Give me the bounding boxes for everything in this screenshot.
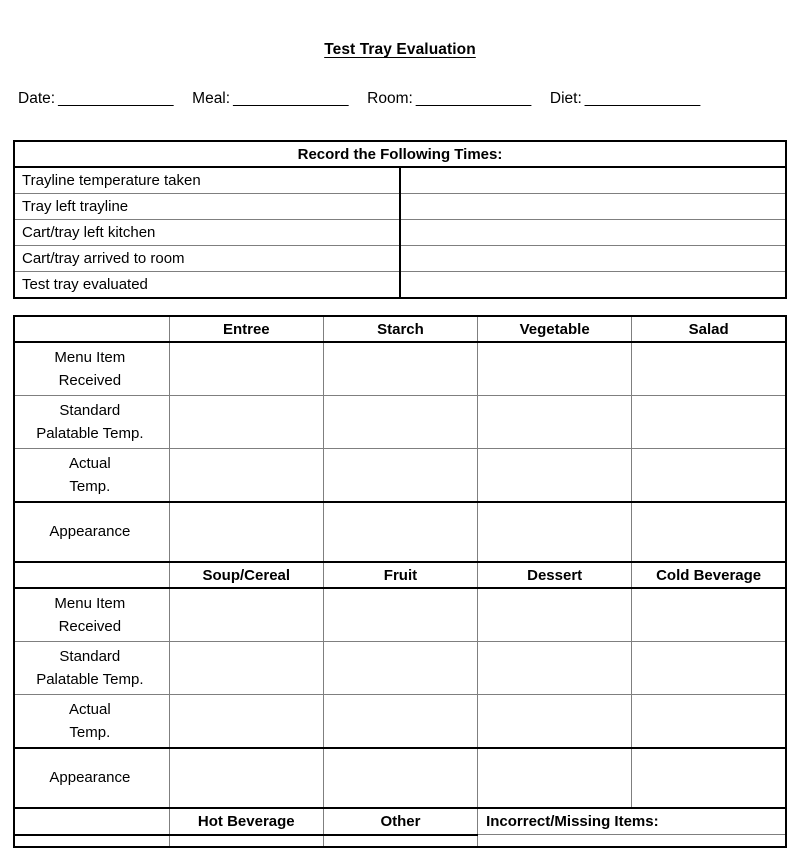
times-row-value-trayline-temperature-taken[interactable] [400,167,786,194]
table-row [14,167,786,194]
eval-column-header-other: Other [323,808,477,835]
eval-cell-actual-temp-entree[interactable] [169,449,323,503]
times-row-value-cart-tray-left-kitchen[interactable] [400,220,786,246]
eval-section-1-corner [14,316,169,342]
eval-row-label-appearance: Appearance [14,502,169,562]
table-row [14,835,786,847]
times-table-header: Record the Following Times: [14,141,786,167]
row-label-line-1: Actual [68,454,111,472]
eval-column-header-hot-beverage: Hot Beverage [169,808,323,835]
eval-cell-appearance-entree[interactable] [169,502,323,562]
eval-column-header-starch: Starch [323,316,477,342]
row-label-line-1: Standard [59,401,121,419]
field-meal[interactable] [192,90,348,108]
eval-cell-menu-item-salad[interactable] [632,342,786,396]
eval-cell-menu-item-soup-cereal[interactable] [169,588,323,642]
eval-section-2-corner [14,562,169,588]
eval-cell-appearance-dessert[interactable] [478,748,632,808]
eval-cell-actual-temp-cold-beverage[interactable] [632,695,786,749]
table-row [14,246,786,272]
field-meal-label: Meal: [192,90,231,107]
table-row [14,396,786,449]
eval-cell-menu-item-dessert[interactable] [478,588,632,642]
field-date[interactable] [18,90,173,108]
row-label-line-1: Standard [59,647,121,665]
field-diet-blank[interactable]: ______________ [584,90,700,107]
field-meal-blank[interactable]: ______________ [233,90,349,107]
times-row-label-tray-left-trayline: Tray left trayline [14,194,400,220]
eval-column-header-salad: Salad [632,316,786,342]
eval-cell-menu-item-vegetable[interactable] [478,342,632,396]
eval-cell-standard-temp-cold-beverage[interactable] [632,642,786,695]
row-label-line-2: Temp. [69,478,111,495]
table-row [14,449,786,503]
eval-cell-actual-temp-starch[interactable] [323,449,477,503]
table-row [14,748,786,808]
eval-cell-standard-temp-dessert[interactable] [478,642,632,695]
field-room-blank[interactable]: ______________ [415,90,531,107]
eval-cell-menu-item-entree[interactable] [169,342,323,396]
eval-cell-standard-temp-entree[interactable] [169,396,323,449]
eval-cell-appearance-vegetable[interactable] [478,502,632,562]
row-label-line-2: Palatable Temp. [36,671,144,688]
row-label-line-2: Received [58,372,122,389]
eval-column-header-entree: Entree [169,316,323,342]
times-row-label-trayline-temperature-taken: Trayline temperature taken [14,167,400,194]
eval-cell-appearance-salad[interactable] [632,502,786,562]
row-label-line-1: Menu Item [54,594,126,612]
table-row [14,342,786,396]
incorrect-missing-items-label: Incorrect/Missing Items: [478,808,786,835]
eval-column-header-fruit: Fruit [323,562,477,588]
eval-row-label-actual-temp-2 [14,695,169,749]
eval-section-3-corner [14,808,169,835]
eval-cell-standard-temp-starch[interactable] [323,396,477,449]
times-row-label-test-tray-evaluated: Test tray evaluated [14,272,400,299]
field-diet-label: Diet: [549,90,582,107]
eval-row-label-menu-item-received [14,342,169,396]
row-label-line-1: Actual [68,700,111,718]
eval-cell-actual-temp-salad[interactable] [632,449,786,503]
times-row-label-cart-tray-left-kitchen: Cart/tray left kitchen [14,220,400,246]
table-row [14,502,786,562]
field-room[interactable] [367,90,531,108]
field-room-label: Room: [367,90,413,107]
eval-section-2-header-row [14,562,786,588]
row-label-line-1: Menu Item [54,348,126,366]
row-label-line-2: Received [58,618,122,635]
page-title: Test Tray Evaluation [324,41,476,58]
eval-section-3-header-row [14,808,786,835]
eval-cell-section3-hot-beverage[interactable] [169,835,323,847]
times-table [13,140,787,299]
eval-column-header-cold-beverage: Cold Beverage [632,562,786,588]
eval-cell-appearance-starch[interactable] [323,502,477,562]
eval-row-label-actual-temp [14,449,169,503]
times-row-value-cart-tray-arrived-to-room[interactable] [400,246,786,272]
eval-cell-standard-temp-vegetable[interactable] [478,396,632,449]
field-date-blank[interactable]: ______________ [58,90,174,107]
eval-cell-menu-item-fruit[interactable] [323,588,477,642]
eval-cell-section3-other[interactable] [323,835,477,847]
table-row [14,588,786,642]
eval-cell-actual-temp-soup-cereal[interactable] [169,695,323,749]
eval-column-header-soup-cereal: Soup/Cereal [169,562,323,588]
field-diet[interactable] [550,90,700,108]
eval-cell-standard-temp-fruit[interactable] [323,642,477,695]
eval-cell-actual-temp-vegetable[interactable] [478,449,632,503]
eval-section-1-header-row [14,316,786,342]
times-row-value-test-tray-evaluated[interactable] [400,272,786,299]
times-table-header-row [14,141,786,167]
table-row [14,695,786,749]
table-row [14,194,786,220]
eval-cell-menu-item-starch[interactable] [323,342,477,396]
eval-cell-incorrect-missing-items[interactable] [478,835,786,847]
eval-cell-standard-temp-salad[interactable] [632,396,786,449]
eval-row-label-standard-palatable-temp-2 [14,642,169,695]
eval-row-label-standard-palatable-temp [14,396,169,449]
times-row-label-cart-tray-arrived-to-room: Cart/tray arrived to room [14,246,400,272]
table-row [14,220,786,246]
eval-cell-actual-temp-dessert[interactable] [478,695,632,749]
eval-cell-section3-label [14,835,169,847]
times-row-value-tray-left-trayline[interactable] [400,194,786,220]
row-label-line-2: Palatable Temp. [36,425,144,442]
eval-column-header-vegetable: Vegetable [478,316,632,342]
header-fields-row [18,90,786,108]
eval-row-label-appearance-2: Appearance [14,748,169,808]
eval-column-header-dessert: Dessert [478,562,632,588]
row-label-line-2: Temp. [69,724,111,741]
eval-cell-appearance-cold-beverage[interactable] [632,748,786,808]
eval-cell-standard-temp-soup-cereal[interactable] [169,642,323,695]
evaluation-table [13,315,787,848]
eval-cell-menu-item-cold-beverage[interactable] [632,588,786,642]
eval-row-label-menu-item-received-2 [14,588,169,642]
table-row [14,272,786,299]
eval-cell-appearance-fruit[interactable] [323,748,477,808]
eval-cell-actual-temp-fruit[interactable] [323,695,477,749]
table-row [14,642,786,695]
field-date-label: Date: [18,90,56,107]
eval-cell-appearance-soup-cereal[interactable] [169,748,323,808]
